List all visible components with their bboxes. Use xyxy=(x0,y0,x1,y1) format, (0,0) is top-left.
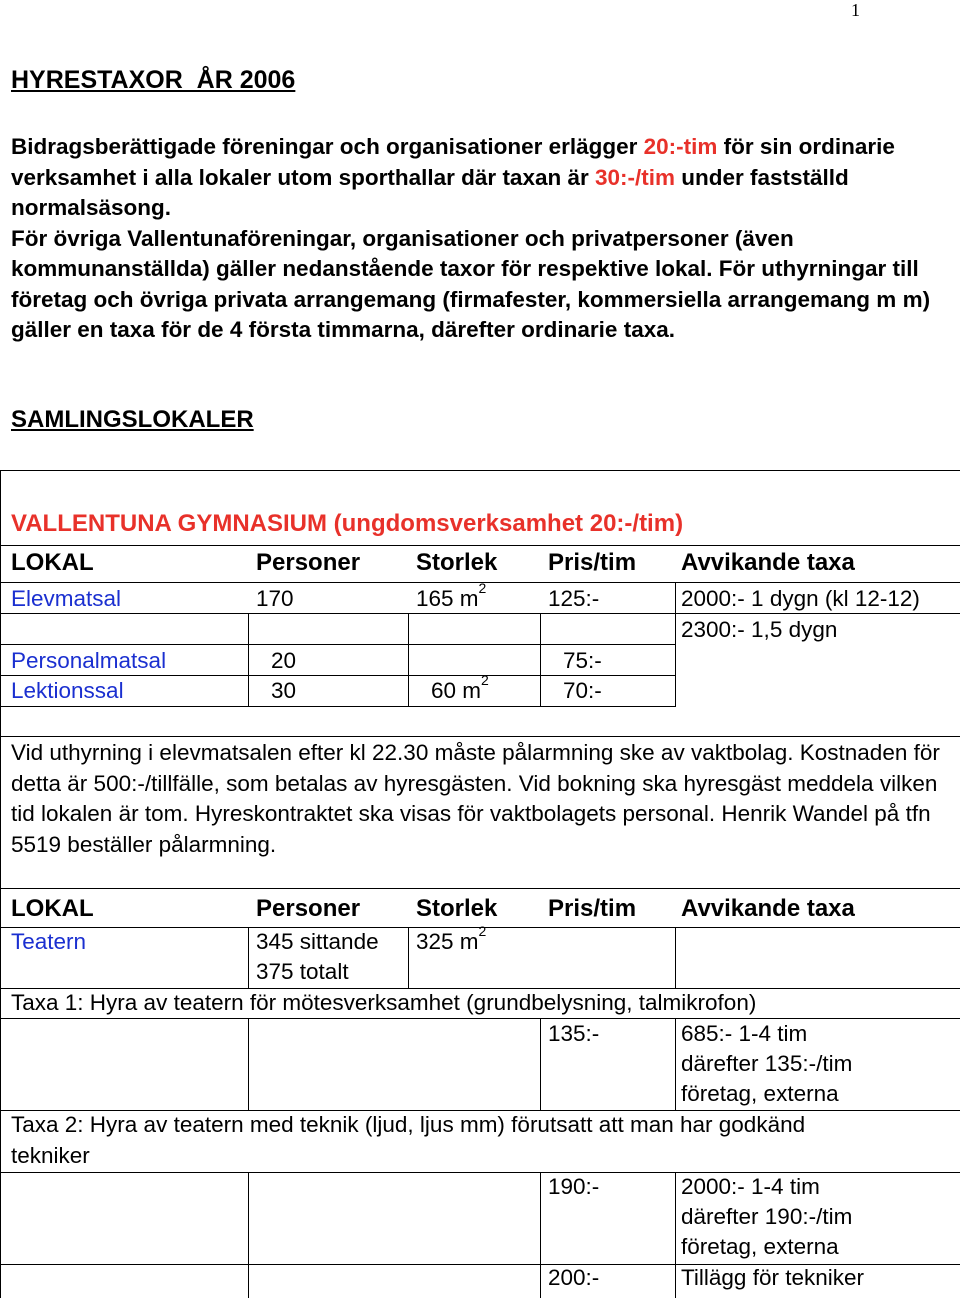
room-name-elevmatsal: Elevmatsal xyxy=(11,586,122,611)
table-border xyxy=(408,613,409,706)
table-border xyxy=(0,470,960,471)
room-persons-seated: 345 sittande xyxy=(256,929,379,954)
room-name-lektionssal: Lektionssal xyxy=(11,678,124,703)
taxa1-label: Taxa 1: Hyra av teatern för mötesverksamhet (grundbelysning, talmikrofon) xyxy=(11,990,757,1015)
room-price: 75:- xyxy=(563,648,602,673)
table-border xyxy=(248,613,249,706)
col-header-personer: Personer xyxy=(256,549,361,576)
room-size: 325 $m^2$ xyxy=(416,923,487,954)
room-deviating-rate: 2000:- 1 dygn (kl 12-12) xyxy=(681,586,920,611)
taxa2-deviating: 2000:- 1-4 tim xyxy=(681,1174,820,1199)
col-header-avvikande: Avvikande taxa xyxy=(681,895,855,922)
alarm-note: Vid uthyrning i elevmatsalen efter kl 22.30 måste pålarmning ske av vaktbolag. Kostnaden för detta är 500:-/tillfälle, som betalas av hyresgästen. Vid bokning ska hyresgäst meddela vilken tid lokalen är tom. Hyreskontraktet ska visas för vaktbolagets personal. Henrik Wandel på tfn 5519 beställer pålarmning. xyxy=(11,740,940,857)
table-border xyxy=(0,1018,960,1019)
intro-s3: För uthyrningar till företag och övriga privata arrangemang (firmafester, kommersiella arrangemang m m) gäller en taxa för de 4 första timmarna, därefter ordinarie taxa. xyxy=(11,256,931,342)
table-border xyxy=(0,613,960,614)
document-title: HYRESTAXOR ÅR 2006 xyxy=(11,66,296,94)
col-header-pris: Pris/tim xyxy=(548,549,637,576)
table-border xyxy=(408,927,409,988)
page-number: 1 xyxy=(851,0,860,20)
intro-paragraph xyxy=(11,132,956,346)
table-border xyxy=(0,470,1,888)
taxa2-price: 190:- xyxy=(548,1174,600,1199)
room-name-teatern: Teatern xyxy=(11,929,87,954)
room-name-personalmatsal: Personalmatsal xyxy=(11,648,167,673)
table-border xyxy=(248,1018,249,1110)
taxa1-deviating: företag, externa xyxy=(681,1081,839,1106)
technician-price: 200:- xyxy=(548,1265,600,1290)
table-border xyxy=(675,582,676,706)
col-header-avvikande: Avvikande taxa xyxy=(681,549,855,576)
taxa1-deviating: därefter 135:-/tim xyxy=(681,1051,853,1076)
col-header-storlek: Storlek xyxy=(416,895,498,922)
table-border xyxy=(0,545,960,546)
col-header-pris: Pris/tim xyxy=(548,895,637,922)
intro-s1c: under fastställd normalsäsong. xyxy=(11,164,849,220)
table-border xyxy=(0,736,960,737)
col-header-storlek: Storlek xyxy=(416,549,498,576)
intro-rate: 20:-tim xyxy=(643,134,718,159)
table-border xyxy=(0,888,960,889)
room-persons: 30 xyxy=(271,678,297,703)
intro-rate-sport: 30:-/tim xyxy=(595,164,676,190)
table-border xyxy=(0,1172,960,1173)
room-price: 70:- xyxy=(563,678,602,703)
table-border xyxy=(675,927,676,988)
col-header-personer: Personer xyxy=(256,895,361,922)
room-persons: 170 xyxy=(256,586,294,611)
section-title: SAMLINGSLOKALER xyxy=(11,406,254,433)
table-border xyxy=(0,675,676,676)
table-border xyxy=(675,1172,676,1298)
taxa2-deviating: därefter 190:-/tim xyxy=(681,1204,853,1229)
table-border xyxy=(0,706,676,707)
table-border xyxy=(540,1172,541,1298)
room-persons: 20 xyxy=(271,648,297,673)
intro-s1a: Bidragsberättigade föreningar och organisationer erlägger xyxy=(11,134,644,159)
table-border xyxy=(0,888,1,1298)
table-border xyxy=(248,1172,249,1298)
taxa2-deviating: företag, externa xyxy=(681,1234,839,1259)
taxa1-price: 135:- xyxy=(548,1021,600,1046)
table-border xyxy=(540,1018,541,1110)
taxa2-label: Taxa 2: Hyra av teatern med teknik (ljud, ljus mm) förutsatt att man har godkänd xyxy=(11,1112,806,1137)
intro-s2: För övriga Vallentunaföreningar, organisationer och privatpersoner (även kommunanställda) gäller nedanstående taxor för respektive lokal. xyxy=(11,225,794,281)
intro-s1b: för sin ordinarie verksamhet i alla lokaler utom sporthallar där taxan är xyxy=(11,134,895,190)
room-deviating-rate: 2300:- 1,5 dygn xyxy=(681,617,838,642)
room-price: 125:- xyxy=(548,586,600,611)
taxa1-deviating: 685:- 1-4 tim xyxy=(681,1021,808,1046)
table-border xyxy=(675,1018,676,1110)
taxa2-label: tekniker xyxy=(11,1143,90,1168)
gymnasium-heading: VALLENTUNA GYMNASIUM (ungdomsverksamhet 20:-/tim) xyxy=(11,510,684,537)
col-header-lokal: LOKAL xyxy=(11,895,94,922)
table-border xyxy=(0,1110,960,1111)
technician-surcharge: Tillägg för tekniker xyxy=(681,1265,864,1290)
table-border xyxy=(248,927,249,988)
table-border xyxy=(0,644,676,645)
room-persons-total: 375 totalt xyxy=(256,959,349,984)
table-border xyxy=(540,613,541,706)
table-border xyxy=(0,988,960,989)
col-header-lokal: LOKAL xyxy=(11,549,94,576)
room-size: 165 $m^2$ xyxy=(416,580,487,611)
room-size: 60 $m^2$ xyxy=(431,672,489,703)
